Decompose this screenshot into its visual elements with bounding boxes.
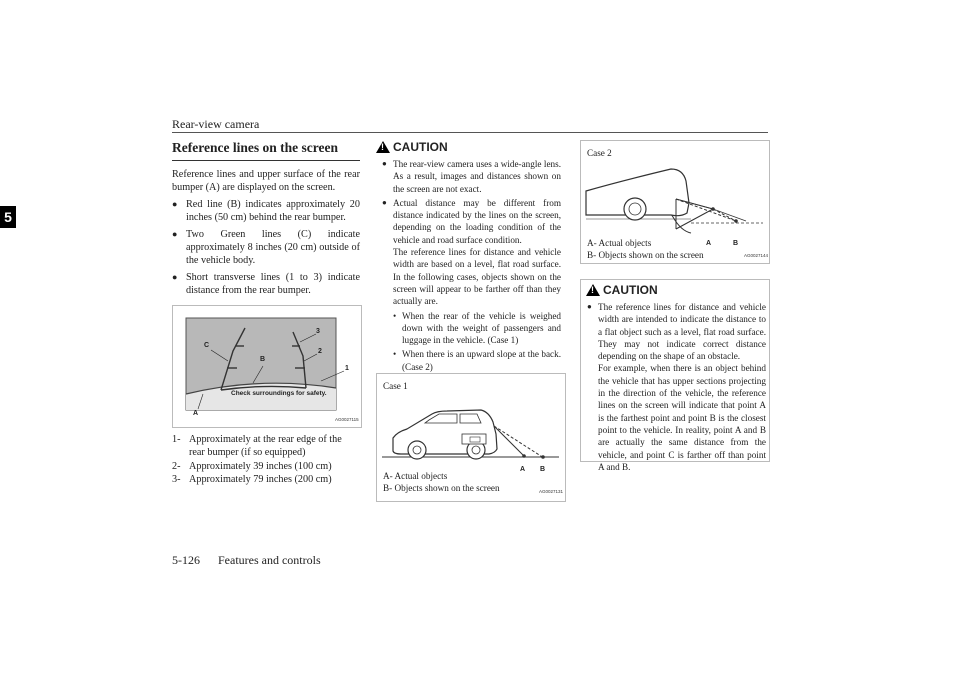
caution-box-2 <box>580 279 770 472</box>
caution-sub-bullet: • When the rear of the vehicle is weighed down with the weight of passengers and luggage in the vehicle. (Case 1) <box>393 310 561 347</box>
caution-bullet: ● The rear-view camera uses a wide-angle lens. As a result, images and distances shown on the screen are not exact. <box>382 158 561 195</box>
case1-figure <box>376 373 566 502</box>
list-item: 2- Approximately 39 inches (100 cm) <box>172 460 332 472</box>
figure-code: AG0027115 <box>335 417 359 422</box>
caution-header: ! CAUTION <box>586 283 769 297</box>
distance-list <box>172 433 360 487</box>
bullet-red-line: ● Red line (B) indicates approximately 20 inches (50 cm) behind the rear bumper. <box>172 198 360 225</box>
label-3: 3 <box>316 328 320 335</box>
case2-legend-b: B- Objects shown on the screen <box>587 250 704 260</box>
case2-legend-a: A- Actual objects <box>587 238 652 248</box>
caution-header: ! CAUTION <box>376 140 564 154</box>
caution-sub-bullet: • When there is an upward slope at the back. (Case 2) <box>393 348 561 373</box>
case1-mark-b: B <box>540 466 546 473</box>
caution-bullet: ● The reference lines for distance and vehicle width are intended to indicate the distance to a flat object such as a level, flat road surface. They may not indicate correct distance depending on the shape of an obstacle. <box>587 301 766 362</box>
camera-screen-figure <box>172 305 362 428</box>
list-item: 3- Approximately 79 inches (200 cm) <box>172 474 332 486</box>
case1-label: Case 1 <box>383 381 408 391</box>
case2-code: AG0027144 <box>744 253 769 258</box>
case1-mark-a: A <box>520 466 526 473</box>
running-header: Rear-view camera <box>172 117 260 131</box>
caution-bullet: ● Actual distance may be different from distance indicated by the lines on the screen, depending on the loading condition of the vehicle and road surface condition. <box>382 197 561 246</box>
case1-legend-b: B- Objects shown on the screen <box>383 483 500 493</box>
camera-screen-illustration <box>173 306 361 427</box>
case2-label: Case 2 <box>587 148 612 158</box>
footer-section: Features and controls <box>218 553 321 567</box>
screen-warning-text: Check surroundings for safety. <box>231 390 327 397</box>
case1-legend-a: A- Actual objects <box>383 471 448 481</box>
label-2: 2 <box>318 348 322 355</box>
page-footer <box>172 553 321 568</box>
bullet-green-lines: ● Two Green lines (C) indicate approximately 8 inches (20 cm) outside of the vehicle body. <box>172 228 360 268</box>
chapter-tab: 5 <box>0 206 16 228</box>
case2-figure <box>580 140 770 264</box>
label-1: 1 <box>345 365 349 372</box>
bullet-transverse-lines: ● Short transverse lines (1 to 3) indicate distance from the rear bumper. <box>172 271 360 298</box>
caution-box-1 <box>376 140 564 372</box>
label-a: A <box>193 410 199 417</box>
section-body <box>172 168 360 298</box>
caution-paragraph: The reference lines for distance and vehicle width are based on a level, flat road surface. In the following cases, objects shown on the screen will appear to be farther off than they actually are. <box>393 247 561 307</box>
label-c: C <box>204 342 210 349</box>
case2-mark-b: B <box>733 240 739 247</box>
warning-triangle-icon <box>376 141 390 153</box>
list-item: 1- Approximately at the rear edge of the rear bumper (if so equipped) <box>172 434 342 459</box>
case2-mark-a: A <box>706 240 712 247</box>
warning-triangle-icon <box>586 284 600 296</box>
label-b: B <box>260 356 266 363</box>
caution-paragraph: For example, when there is an object behind the vehicle that has upper sections projecting in the direction of the vehicle, the reference lines on the screen will indicate that point A is the farthest point and point B is the closest point to the vehicle. In reality, point A and B are actually the same distance from the vehicle, and point C is farther off than point A and B. <box>598 363 766 472</box>
case1-code: AG0027131 <box>539 489 564 494</box>
intro-paragraph: Reference lines and upper surface of the rear bumper (A) are displayed on the screen. <box>172 169 360 194</box>
header-rule <box>172 132 768 133</box>
page-number: 5-126 <box>172 553 200 567</box>
section-title: Reference lines on the screen <box>172 140 360 161</box>
